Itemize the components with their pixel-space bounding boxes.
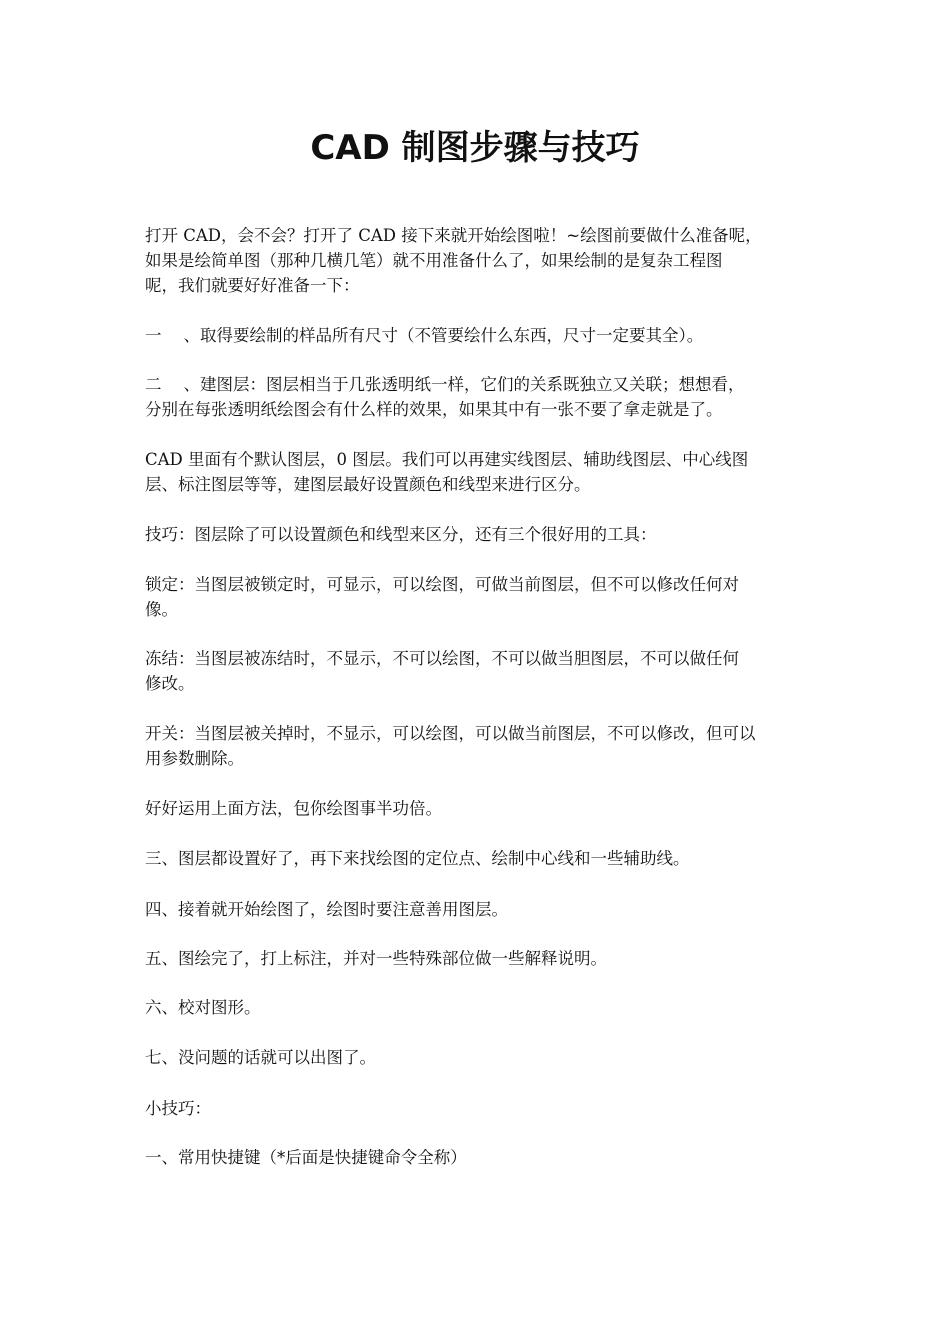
step-six-paragraph <box>145 995 815 1020</box>
text-line: 冻结：当图层被冻结时，不显示，不可以绘图，不可以做当胆图层，不可以做任何 <box>145 649 739 668</box>
default-layer-paragraph <box>145 447 815 497</box>
text-line: 六、校对图形。 <box>145 998 261 1017</box>
lock-paragraph <box>145 572 815 622</box>
step-three-paragraph <box>145 846 815 871</box>
text-line: CAD 里面有个默认图层，0 图层。我们可以再建实线图层、辅助线图层、中心线图 <box>145 450 749 469</box>
text-line: 好好运用上面方法，包你绘图事半功倍。 <box>145 799 442 818</box>
text-line: 技巧：图层除了可以设置颜色和线型来区分，还有三个很好用的工具： <box>145 525 657 544</box>
step-seven-paragraph <box>145 1045 815 1070</box>
page-title: CAD 制图步骤与技巧 <box>310 128 640 168</box>
text-line: 四、接着就开始绘图了，绘图时要注意善用图层。 <box>145 900 508 919</box>
small-tips-heading <box>145 1096 815 1121</box>
text-line: 如果是绘简单图（那种几横几笔）就不用准备什么了，如果绘制的是复杂工程图 <box>145 251 723 270</box>
text-line: 开关：当图层被关掉时，不显示，可以绘图，可以做当前图层，不可以修改，但可以 <box>145 724 756 743</box>
step-text: 、取得要绘制的样品所有尺寸（不管要绘什么东西，尺寸一定要其全）。 <box>183 326 704 345</box>
freeze-paragraph <box>145 646 815 696</box>
text-line: 修改。 <box>145 674 195 693</box>
text-line: 呢，我们就要好好准备一下： <box>145 276 360 295</box>
text-line: 三、图层都设置好了，再下来找绘图的定位点、绘制中心线和一些辅助线。 <box>145 849 690 868</box>
step-number: 一 <box>145 326 162 345</box>
text-line: 小技巧： <box>145 1099 211 1118</box>
text-line: 五、图绘完了，打上标注，并对一些特殊部位做一些解释说明。 <box>145 949 607 968</box>
text-line: 用参数删除。 <box>145 749 244 768</box>
text-line: 层、标注图层等等，建图层最好设置颜色和线型来进行区分。 <box>145 475 591 494</box>
tip-paragraph <box>145 522 815 547</box>
text-line: 七、没问题的话就可以出图了。 <box>145 1048 376 1067</box>
text-line: 锁定：当图层被锁定时，可显示，可以绘图，可做当前图层，但不可以修改任何对 <box>145 575 739 594</box>
text-line: 打开 CAD，会不会？打开了 CAD 接下来就开始绘图啦！~绘图前要做什么准备呢， <box>145 226 762 245</box>
step-one-paragraph <box>145 323 815 348</box>
step-number: 二 <box>145 375 162 394</box>
text-line: 一、常用快捷键（*后面是快捷键命令全称） <box>145 1148 467 1167</box>
text-line: 分别在每张透明纸绘图会有什么样的效果，如果其中有一张不要了拿走就是了。 <box>145 400 723 419</box>
shortcuts-paragraph <box>145 1145 815 1170</box>
step-five-paragraph <box>145 946 815 971</box>
step-text: 、建图层：图层相当于几张透明纸一样，它们的关系既独立又关联；想想看， <box>183 375 745 394</box>
intro-paragraph <box>145 223 815 298</box>
onoff-paragraph <box>145 721 815 771</box>
step-four-paragraph <box>145 897 815 922</box>
step-two-paragraph <box>145 372 815 422</box>
text-line: 像。 <box>145 600 178 619</box>
summary-paragraph <box>145 796 815 821</box>
